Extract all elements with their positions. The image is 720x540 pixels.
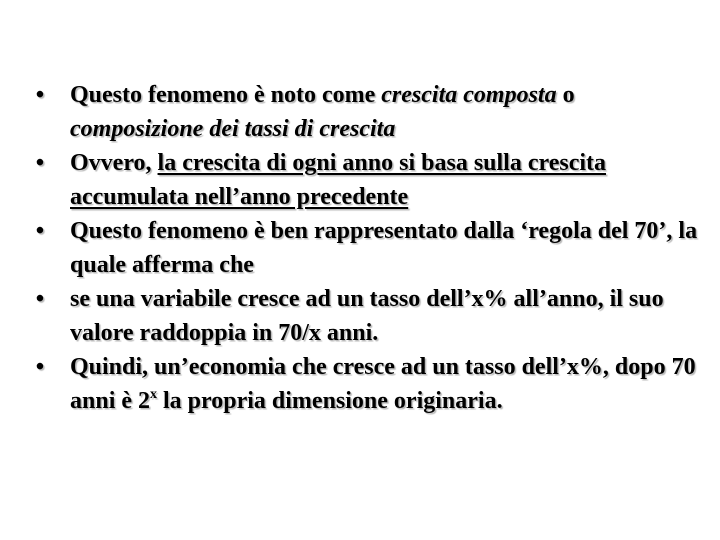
bullet-dot: • [35, 150, 45, 176]
bullet-text: Questo fenomeno è ben rappresentato dalla ‘regola del 70’, la quale afferma che [70, 218, 698, 278]
bullet-text-underlined: la crescita di ogni anno si basa sulla crescita accumulata nell’anno precedente [70, 150, 607, 210]
bullet-text: Questo fenomeno è noto come [70, 82, 382, 108]
bullet-text-italic: composizione dei tassi di crescita [70, 116, 396, 142]
bullet-dot: • [35, 286, 45, 312]
bullet-item [30, 146, 700, 214]
bullet-list [30, 78, 700, 418]
bullet-dot: • [35, 354, 45, 380]
bullet-item [30, 78, 700, 146]
bullet-dot: • [35, 82, 45, 108]
bullet-item [30, 214, 700, 282]
bullet-text: Quindi, un’economia che cresce ad un tasso dell’x%, dopo 70 anni è 2 [70, 354, 696, 414]
bullet-text: Ovvero, [70, 150, 158, 176]
bullet-text: la propria dimensione originaria. [157, 388, 503, 414]
bullet-item [30, 350, 700, 418]
bullet-dot: • [35, 218, 45, 244]
exponent: x [150, 387, 158, 402]
bullet-item [30, 282, 700, 350]
bullet-text: o [556, 82, 575, 108]
bullet-text: se una variabile cresce ad un tasso dell’x% all’anno, il suo valore raddoppia in 70/x anni. [70, 286, 664, 346]
bullet-text-italic: crescita composta [381, 82, 557, 108]
